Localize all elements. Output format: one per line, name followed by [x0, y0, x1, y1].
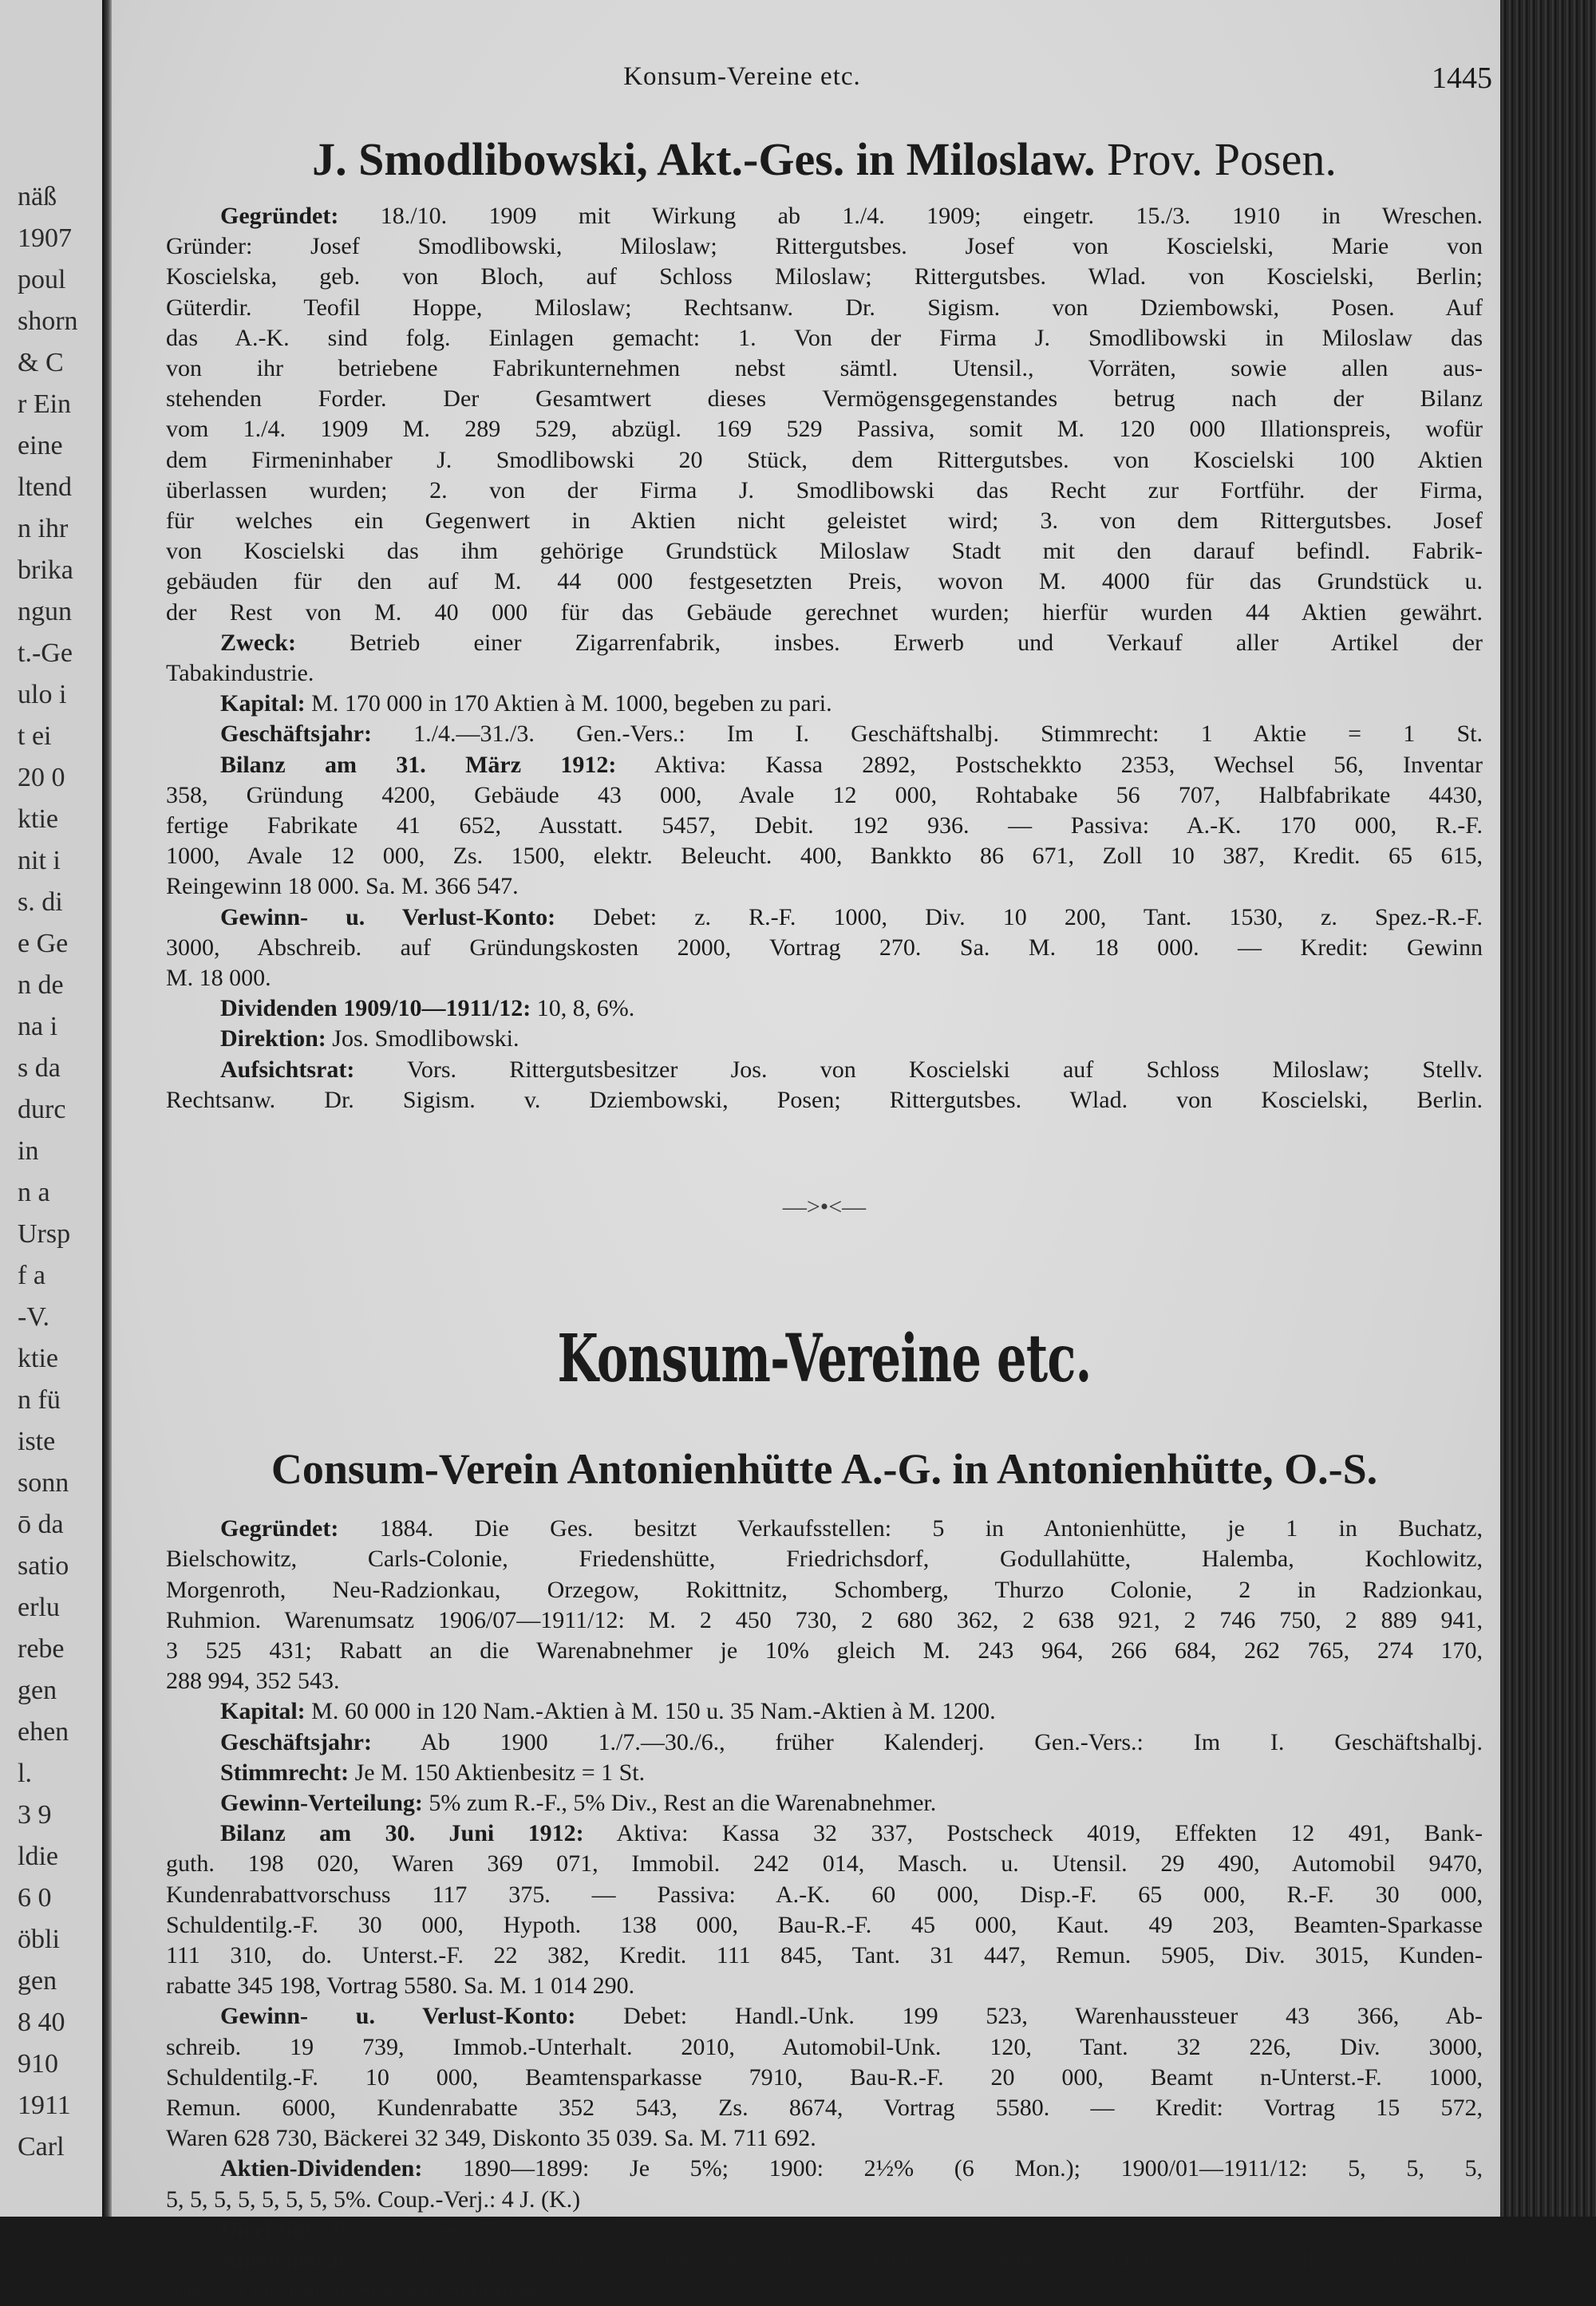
text-line [166, 902, 1483, 933]
facing-page-text: n ihr [18, 514, 69, 543]
field-label: Gegründet: [220, 1515, 339, 1542]
field-text: Debet: z. R.-F. 1000, Div. 10 200, Tant. 1530, z. Spez.-R.-F. [555, 903, 1483, 930]
text-line [166, 1085, 1483, 1115]
field-text: gebäuden für den auf M. 44 000 festgesetzten Preis, wovon M. 4000 für das Grundstück u. [166, 568, 1483, 595]
text-line [166, 1758, 1483, 1788]
field-text: guth. 198 020, Waren 369 071, Immobil. 242 014, Masch. u. Utensil. 29 490, Automobil 9470, [166, 1850, 1483, 1878]
text-line [166, 1575, 1483, 1605]
text-line [166, 201, 1483, 231]
field-label: Stimmrecht: [220, 1759, 350, 1786]
text-line [166, 1849, 1483, 1879]
facing-page-text: n fü [18, 1385, 61, 1415]
facing-page-text: näß [18, 182, 57, 211]
text-line [166, 445, 1483, 476]
facing-page-text: -V. [18, 1302, 49, 1332]
text-line [166, 1696, 1483, 1727]
page-number: 1445 [1432, 61, 1492, 95]
text-line [166, 1818, 1483, 1849]
text-line [166, 2093, 1483, 2123]
field-label: Direktion: [220, 2216, 326, 2243]
text-line [166, 323, 1483, 353]
field-text: stehenden Forder. Der Gesamtwert dieses Vermögensgegenstandes betrug nach der Bilanz [166, 385, 1483, 413]
field-text: 1890—1899: Je 5%; 1900: 2½% (6 Mon.); 1900/01—1911/12: 5, 5, 5, [422, 2155, 1483, 2182]
field-label: Geschäftsjahr: [220, 721, 372, 748]
text-line [166, 567, 1483, 597]
text-line [166, 536, 1483, 567]
text-line [166, 871, 1483, 902]
facing-page-text: shorn [18, 306, 78, 336]
field-text: Schuldentilg.-F. 30 000, Hypoth. 138 000, Bau-R.-F. 45 000, Kaut. 49 203, Beamten-Sparkasse [166, 1911, 1483, 1938]
page-body [166, 128, 1483, 2306]
facing-page-text: 8 40 [18, 2008, 65, 2037]
facing-page-text: ldie [18, 1842, 58, 1871]
text-line [166, 1605, 1483, 1636]
field-text: Reingewinn 18 000. Sa. M. 366 547. [166, 873, 519, 900]
field-text: Morgenroth, Neu-Radzionkau, Orzegow, Rokittnitz, Schomberg, Thurzo Colonie, 2 in Radzionkau, [166, 1576, 1483, 1603]
facing-page-text: & C [18, 348, 64, 377]
text-line [166, 1666, 1483, 1696]
field-text: 111 310, do. Unterst.-F. 22 382, Kredit. 111 845, Tant. 31 447, Remun. 5905, Div. 3015, Kunden- [166, 1941, 1483, 1968]
field-text: Aktiva: Kassa 2892, Postschekkto 2353, Wechsel 56, Inventar [616, 751, 1483, 778]
text-line [166, 2215, 1483, 2245]
field-text: Schuldentilg.-F. 10 000, Beamtensparkasse 7910, Bau-R.-F. 20 000, Beamt n-Unterst.-F. 1000, [166, 2063, 1483, 2091]
text-line [166, 598, 1483, 628]
text-line [166, 689, 1483, 719]
field-text: Je M. 150 Aktienbesitz = 1 St. [349, 1759, 646, 1786]
facing-page-text: 1907 [18, 223, 72, 253]
facing-page-text: s da [18, 1053, 61, 1083]
field-text: 1000, Avale 12 000, Zs. 1500, elektr. Beleucht. 400, Bankkto 86 671, Zoll 10 387, Kredit. 65 615, [166, 843, 1483, 870]
field-text: 18./10. 1909 mit Wirkung ab 1./4. 1909; eingetr. 15./3. 1910 in Wreschen. [338, 203, 1483, 229]
facing-page-text: in [18, 1136, 39, 1166]
field-text: fertige Fabrikate 41 652, Ausstatt. 5457, Debit. 192 936. — Passiva: A.-K. 170 000, R.-F. [166, 812, 1483, 839]
text-line [166, 2063, 1483, 2093]
field-label: Aktien-Dividenden: [220, 2155, 423, 2182]
text-line [166, 231, 1483, 262]
facing-page-text: ktie [18, 1344, 58, 1373]
book-page [112, 0, 1500, 2304]
field-text: das A.-K. sind folg. Einlagen gemacht: 1. Von der Firma J. Smodlibowski in Miloslaw das [166, 324, 1483, 351]
text-line [166, 628, 1483, 658]
text-line [166, 2154, 1483, 2184]
field-text: 3 525 431; Rabatt an die Warenabnehmer je 10% gleich M. 243 964, 266 684, 262 765, 274 170, [166, 1637, 1483, 1664]
field-label: Kapital: [220, 1698, 306, 1725]
text-line [166, 353, 1483, 384]
field-text: Tabakindustrie. [166, 660, 314, 687]
text-line [166, 1055, 1483, 1085]
facing-page-text: Carl [18, 2132, 65, 2162]
facing-page-text: satio [18, 1551, 69, 1581]
field-label: Bilanz am 31. März 1912: [220, 751, 617, 778]
field-text: 288 994, 352 543. [166, 1668, 340, 1695]
text-line [166, 414, 1483, 444]
field-text: schreib. 19 739, Immob.-Unterhalt. 2010, Automobil-Unk. 120, Tant. 32 226, Div. 3000, [166, 2033, 1483, 2060]
field-text: rabatte 345 198, Vortrag 5580. Sa. M. 1 014 290. [166, 1972, 635, 2000]
section-divider-ornament [166, 1191, 1483, 1223]
facing-page-text: 6 0 [18, 1883, 52, 1913]
text-line [166, 1544, 1483, 1574]
field-text: 358, Gründung 4200, Gebäude 43 000, Avale 12 000, Rohtabake 56 707, Halbfabrikate 4430, [166, 781, 1483, 808]
text-line [166, 1024, 1483, 1054]
facing-page-text: e Ge [18, 929, 69, 958]
field-text: Betrieb einer Zigarrenfabrik, insbes. Erwerb und Verkauf aller Artikel der [295, 629, 1483, 656]
facing-page-text: eine [18, 431, 63, 460]
text-line [166, 384, 1483, 414]
field-text: von Koscielski das ihm gehörige Grundstück Miloslaw Stadt mit den darauf befindl. Fabrik- [166, 538, 1483, 565]
field-text: M. 170 000 in 170 Aktien à M. 1000, begeben zu pari. [305, 690, 832, 717]
field-text: Justizrat Dr. Bernh. Stephan, Schomberg. [166, 2277, 563, 2304]
running-head: Konsum-Vereine etc. [623, 62, 861, 91]
field-text: vom 1./4. 1909 M. 289 529, abzügl. 169 529 Passiva, somit M. 120 000 Illationspreis, wofür [166, 416, 1483, 443]
field-label: Gegründet: [220, 203, 339, 229]
text-line [166, 2185, 1483, 2215]
field-text: für welches ein Gegenwert in Aktien nicht geleistet wird; 3. von dem Rittergutsbes. Josef [166, 507, 1483, 535]
facing-page-text: öbli [18, 1925, 60, 1954]
facing-page-text: gen [18, 1966, 57, 1996]
text-line [166, 719, 1483, 749]
field-text: Debet: Handl.-Unk. 199 523, Warenhaussteuer 43 366, Ab- [575, 2003, 1483, 2030]
facing-page-text: s. di [18, 887, 63, 917]
field-text: Ab 1900 1./7.—30./6., früher Kalenderj. Gen.-Vers.: Im I. Geschäftshalbj. [371, 1728, 1483, 1755]
book-gutter [102, 0, 112, 2217]
text-line [166, 476, 1483, 506]
text-line [166, 1941, 1483, 1971]
field-text: überlassen wurden; 2. von der Firma J. Smodlibowski das Recht zur Fortführ. der Firma, [166, 476, 1483, 503]
text-line [166, 963, 1483, 993]
field-text: 1884. Die Ges. besitzt Verkaufsstellen: 5 in Antonienhütte, je 1 in Buchatz, [338, 1515, 1483, 1542]
field-label: Geschäftsjahr: [220, 1728, 372, 1755]
text-line [166, 750, 1483, 780]
field-text: 1./4.—31./3. Gen.-Vers.: Im I. Geschäftshalbj. Stimmrecht: 1 Aktie = 1 St. [371, 721, 1483, 748]
entry-title-province: Prov. Posen. [1106, 133, 1337, 185]
field-label: Bilanz am 30. Juni 1912: [220, 1820, 584, 1847]
facing-page-text: n a [18, 1178, 50, 1207]
facing-page-text: iste [18, 1427, 56, 1456]
field-text: Güterdir. Teofil Hoppe, Miloslaw; Rechtsanw. Dr. Sigism. von Dziembowski, Posen. Auf [166, 294, 1483, 321]
facing-page-text: poul [18, 265, 66, 294]
field-label: Gewinn-Verteilung: [220, 1789, 423, 1816]
section-heading: Konsum-Vereine etc. [557, 1321, 1092, 1398]
text-line [166, 506, 1483, 536]
facing-page-text: ktie [18, 804, 58, 834]
facing-page-text: 20 0 [18, 763, 65, 792]
field-label: Gewinn- u. Verlust-Konto: [220, 903, 556, 930]
text-line [166, 293, 1483, 323]
field-label: Direktion: [220, 1025, 326, 1052]
facing-page-text: sonn [18, 1468, 69, 1498]
field-label: Zweck: [220, 629, 296, 656]
facing-page-text: ngun [18, 597, 72, 626]
text-line [166, 1636, 1483, 1666]
text-line [166, 2123, 1483, 2154]
field-text: Aktiva: Kassa 32 337, Postscheck 4019, Effekten 12 491, Bank- [583, 1820, 1483, 1847]
entry-title-smodlibowski [166, 128, 1483, 192]
field-label: Aufsichtsrat: [220, 1056, 355, 1083]
field-label: Aufsichtsrat: [220, 2246, 355, 2273]
text-line [166, 2001, 1483, 2032]
field-text: Bielschowitz, Carls-Colonie, Friedenshütte, Friedrichsdorf, Godullahütte, Halemba, Kochlowitz, [166, 1546, 1483, 1573]
text-line [166, 262, 1483, 292]
facing-page-text: ō da [18, 1510, 64, 1539]
entry-text-smodlibowski [166, 201, 1483, 1115]
facing-page-text: nit i [18, 846, 61, 875]
field-text: (7—12) Vors. Bergwerks-Dir. Paul Riedel, Tarnowitz; Stellv. Gen.-Dir. [354, 2246, 1483, 2273]
field-text: M. 18 000. [166, 965, 271, 992]
facing-page-text: f a [18, 1261, 45, 1290]
field-text: der Rest von M. 40 000 für das Gebäude gerechnet wurden; hierfür wurden 44 Aktien gewährt. [166, 598, 1483, 626]
field-text: Remun. 6000, Kundenrabatte 352 543, Zs. 8674, Vortrag 5580. — Kredit: Vortrag 15 572, [166, 2094, 1483, 2121]
text-line [166, 658, 1483, 689]
field-text: Ruhmion. Warenumsatz 1906/07—1911/12: M. 2 450 730, 2 680 362, 2 638 921, 2 746 750, 2 889 941, [166, 1606, 1483, 1633]
field-text: dem Firmeninhaber J. Smodlibowski 20 Stück, dem Rittergutsbes. von Koscielski 100 Aktien [166, 446, 1483, 473]
facing-page-text: erlu [18, 1593, 60, 1622]
facing-page-text: ehen [18, 1717, 69, 1747]
text-line [166, 993, 1483, 1024]
field-text: M. 60 000 in 120 Nam.-Aktien à M. 150 u. 35 Nam.-Aktien à M. 1200. [305, 1698, 996, 1725]
facing-page-text: 1911 [18, 2091, 71, 2120]
facing-page-text: r Ein [18, 389, 72, 419]
field-text: 5, 5, 5, 5, 5, 5, 5, 5%. Coup.-Verj.: 4 J. (K.) [166, 2186, 581, 2213]
facing-page-text: durc [18, 1095, 66, 1124]
text-line [166, 2032, 1483, 2063]
facing-page-text: rebe [18, 1634, 65, 1664]
text-line [166, 1910, 1483, 1941]
text-line [166, 2245, 1483, 2276]
text-line [166, 1514, 1483, 1544]
facing-page-text: 3 9 [18, 1800, 52, 1830]
text-line [166, 2276, 1483, 2306]
field-label: Dividenden 1909/10—1911/12: [220, 995, 531, 1022]
facing-page-text: ltend [18, 472, 72, 502]
field-text: Paul Schubert, Morawetz. [326, 2216, 581, 2243]
facing-page-text: n de [18, 970, 64, 1000]
field-text: von ihr betriebene Fabrikunternehmen nebst sämtl. Utensil., Vorräten, sowie allen aus- [166, 355, 1483, 382]
facing-page-text: 910 [18, 2049, 58, 2079]
text-line [166, 1788, 1483, 1818]
field-text: 3000, Abschreib. auf Gründungskosten 2000, Vortrag 270. Sa. M. 18 000. — Kredit: Gewinn [166, 934, 1483, 961]
entry-title-name: J. Smodlibowski, Akt.-Ges. in Miloslaw. [312, 133, 1096, 185]
field-text: Koscielska, geb. von Bloch, auf Schloss Miloslaw; Rittergutsbes. Wlad. von Koscielski, Berlin; [166, 263, 1483, 290]
field-text: 10, 8, 6%. [531, 995, 635, 1022]
facing-page-text: Ursp [18, 1219, 71, 1249]
facing-page-fragment [0, 0, 102, 2217]
facing-page-text: gen [18, 1676, 57, 1705]
ornament-glyph: —>•<— [782, 1194, 867, 1221]
field-text: Vors. Rittergutsbesitzer Jos. von Koscielski auf Schloss Miloslaw; Stellv. [354, 1056, 1483, 1083]
text-line [166, 1880, 1483, 1910]
text-line [166, 811, 1483, 841]
facing-page-text: ulo i [18, 680, 67, 709]
field-text: 5% zum R.-F., 5% Div., Rest an die Warenabnehmer. [422, 1789, 937, 1816]
facing-page-text: na i [18, 1012, 58, 1041]
facing-page-text: brika [18, 555, 73, 585]
entry-text-consum-verein [166, 1514, 1483, 2306]
field-text: Waren 628 730, Bäckerei 32 349, Diskonto 35 039. Sa. M. 711 692. [166, 2125, 816, 2152]
field-text: Rechtsanw. Dr. Sigism. v. Dziembowski, Posen; Rittergutsbes. Wlad. von Koscielski, Berlin. [166, 1086, 1483, 1113]
text-line [166, 841, 1483, 871]
text-line [166, 1971, 1483, 2001]
field-text: Jos. Smodlibowski. [326, 1025, 519, 1052]
entry-title-consum-verein: Consum-Verein Antonienhütte A.-G. in Antonienhütte, O.-S. [271, 1445, 1378, 1494]
text-line [166, 1728, 1483, 1758]
field-label: Gewinn- u. Verlust-Konto: [220, 2003, 576, 2030]
text-line [166, 780, 1483, 811]
facing-page-text: l. [18, 1759, 32, 1788]
facing-page-text: t ei [18, 721, 52, 751]
field-label: Kapital: [220, 690, 306, 717]
text-line [166, 933, 1483, 963]
page-stack-edge [1500, 0, 1596, 2217]
field-text: Gründer: Josef Smodlibowski, Miloslaw; Rittergutsbes. Josef von Koscielski, Marie von [166, 233, 1483, 260]
field-text: Kundenrabattvorschuss 117 375. — Passiva: A.-K. 60 000, Disp.-F. 65 000, R.-F. 30 000, [166, 1881, 1483, 1908]
facing-page-text: t.-Ge [18, 638, 73, 668]
